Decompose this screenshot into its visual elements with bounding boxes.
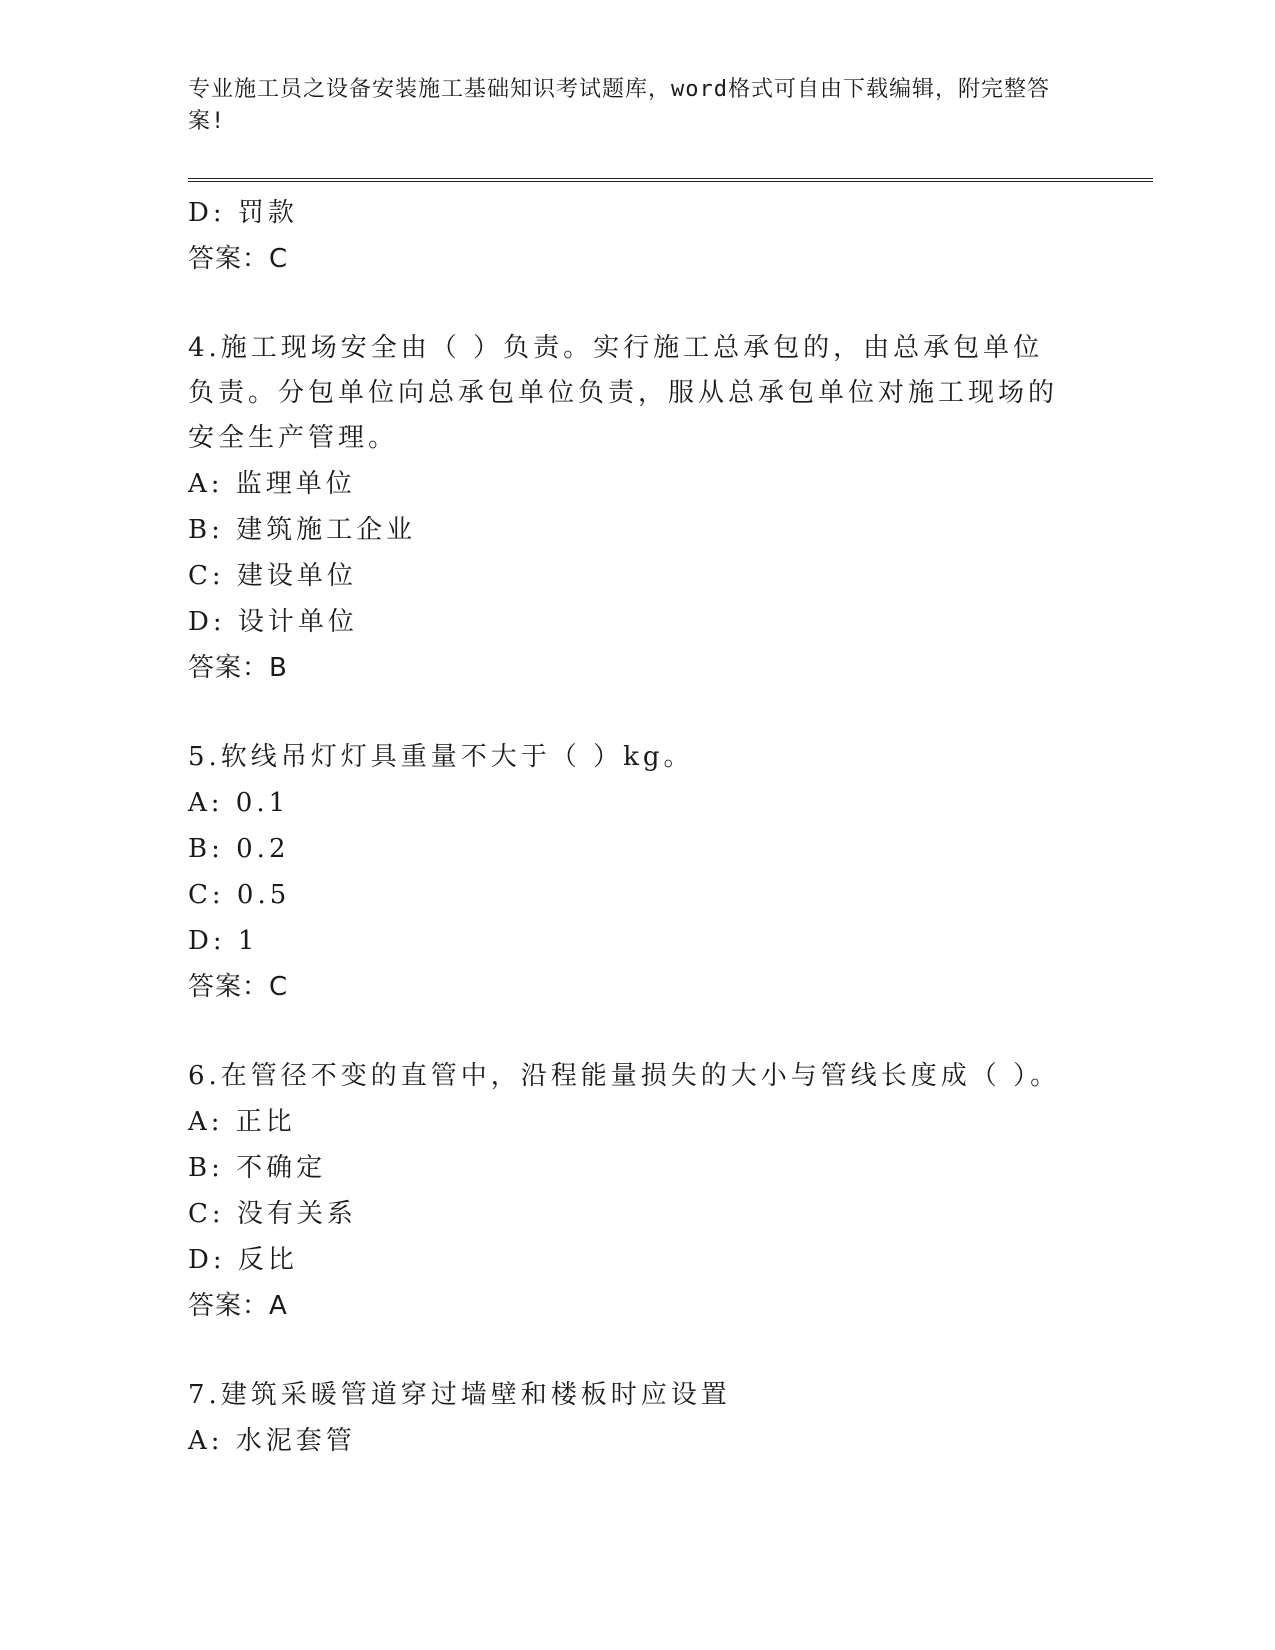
page-header: 专业施工员之设备安装施工基础知识考试题库，word格式可自由下载编辑，附完整答案! <box>188 77 1050 134</box>
question-option-a: A: 监理单位 <box>188 469 356 499</box>
question-answer: 答案：B <box>188 653 288 683</box>
question-answer: 答案：C <box>188 972 289 1002</box>
question-4 <box>188 326 1088 691</box>
question-option-c: C: 没有关系 <box>188 1199 357 1229</box>
question-6 <box>188 1054 1088 1329</box>
question-5 <box>188 735 1088 1010</box>
question-option-d: D: 设计单位 <box>188 607 358 637</box>
question-7 <box>188 1373 1088 1464</box>
question-option-a: A: 正比 <box>188 1107 296 1137</box>
question-text: 4.施工现场安全由（ ）负责。实行施工总承包的，由总承包单位负责。分包单位向总承包单位负责，服从总承包单位对施工现场的安全生产管理。 <box>188 333 1059 453</box>
question-option-b: B: 0.2 <box>188 834 290 864</box>
question-answer: 答案：A <box>188 1291 288 1321</box>
question-option-b: B: 建筑施工企业 <box>188 515 417 545</box>
question-option-d: D: 反比 <box>188 1245 298 1275</box>
document-body <box>188 190 1088 1464</box>
question-text: 5.软线吊灯灯具重量不大于（ ）kg。 <box>188 742 694 772</box>
question-option-c: C: 0.5 <box>188 880 291 910</box>
question-text: 6.在管径不变的直管中，沿程能量损失的大小与管线长度成（ ）。 <box>188 1061 1061 1091</box>
question-option-b: B: 不确定 <box>188 1153 327 1183</box>
question-option-c: C: 建设单位 <box>188 561 357 591</box>
question-option-a: A: 水泥套管 <box>188 1426 356 1456</box>
header-divider <box>188 178 1153 182</box>
question-option-a: A: 0.1 <box>188 788 290 818</box>
prev-question-answer: 答案：C <box>188 244 289 274</box>
question-text: 7.建筑采暖管道穿过墙壁和楼板时应设置 <box>188 1380 731 1410</box>
prev-question-option-d: D: 罚款 <box>188 198 298 228</box>
question-option-d: D: 1 <box>188 926 259 956</box>
